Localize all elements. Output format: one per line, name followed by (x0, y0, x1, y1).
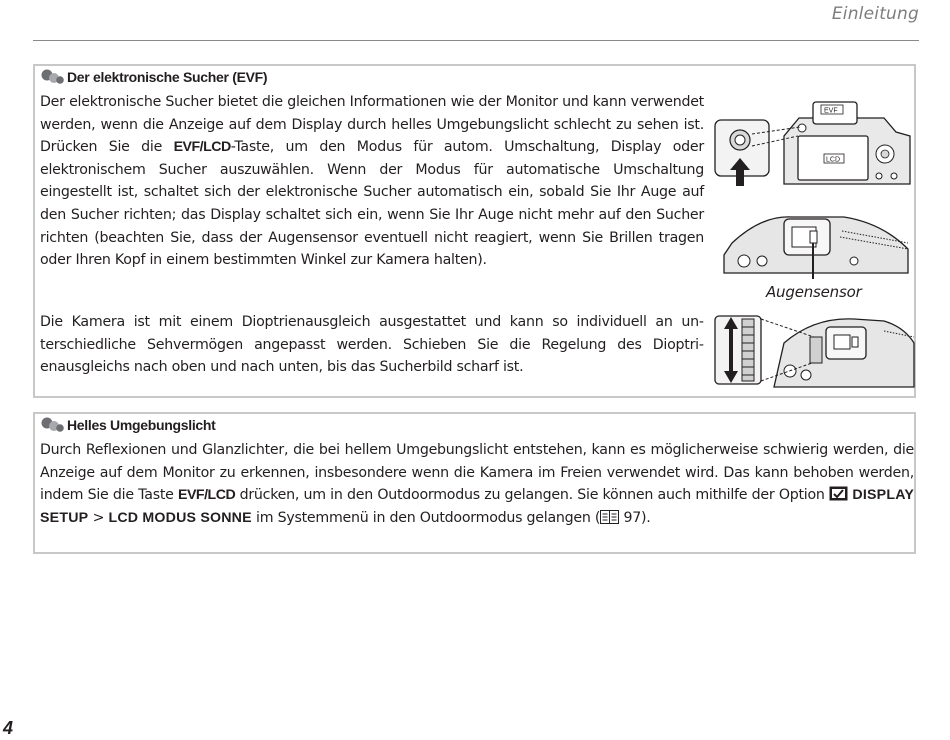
diopter-adjustment-illustration (714, 313, 915, 388)
note-box-bright-light (33, 412, 916, 554)
eye-sensor-caption: Augensensor (766, 283, 862, 301)
evf-paragraph-2: Die Kamera ist mit einem Dioptrienausgleich ausgestattet und kann so individuell an unterschiedliche Sehvermögen angepasst werden. Schieben Sie die Regelung des Dioptrienausgleichs nach oben und nach unten, bis das Sucherbild scharf ist. (40, 314, 704, 376)
evf-figure-label: EVF (824, 107, 838, 115)
section-title: Einleitung (831, 4, 919, 24)
evf-lcd-key-label: EVF/LCD (178, 487, 236, 504)
note-heading-bright-light (40, 417, 216, 433)
header-divider (33, 40, 919, 41)
tip-bubbles-icon (40, 69, 64, 85)
note-title: Der elektronische Sucher (EVF) (67, 69, 268, 85)
setup-menu-icon (829, 486, 848, 501)
bright-light-paragraph: Durch Reflexionen und Glanzlichter, die bei hellem Umgebungslicht entstehen, kann es möglicherweise schwierig werden, die Anzeige auf dem Monitor zu erkennen, insbesondere wenn die Kamera im Freien verwendet wird. Das kann behoben werden, indem Sie die Taste EVF/LCD drücken, um in den Outdoormodus zu gelangen. Sie können auch mithilfe der Option DISPLAY SETUP > LCD MODUS SONNE im Systemmenü in den Outdoormodus gelangen ( 97). (40, 442, 915, 526)
camera-back-illustration (714, 92, 913, 192)
page-number: 4 (3, 718, 14, 738)
tip-bubbles-icon (40, 417, 64, 433)
note-title: Helles Umgebungslicht (67, 417, 216, 433)
evf-lcd-key-label: EVF/LCD (173, 139, 231, 156)
eye-sensor-illustration (722, 203, 912, 279)
menu-display-setup: DISPLAY SETUP (40, 487, 915, 526)
menu-lcd-modus-sonne: LCD MODUS SONNE (108, 509, 252, 526)
lcd-figure-label: LCD (826, 156, 841, 164)
evf-paragraph-1: Der elektronische Sucher bietet die gleichen Informationen wie der Monitor und kann verwendet werden, wenn die Anzeige auf dem Display durch helles Umgebungslicht schlecht zu sehen ist. Drücken Sie die EVF/LCD-Taste, um den Modus für autom. Umschaltung, Display oder elektronischem Sucher auszuwählen. Wenn der Modus für automatische Umschaltung eingestellt ist, schaltet sich der elektronische Sucher automatisch ein, sobald Sie Ihr Auge auf den Sucher richten; das Display schaltet sich ein, wenn Sie Ihr Auge nicht mehr auf den Sucher richten (beachten Sie, dass der Augensensor eventuell nicht reagiert, wenn Sie Brillen tragen oder Ihren Kopf in einem bestimmten Winkel zur Kamera halten). (40, 94, 704, 269)
page-reference-book-icon (600, 510, 619, 524)
note-heading-evf (40, 69, 267, 85)
page-reference-link[interactable]: 97 (623, 509, 641, 526)
